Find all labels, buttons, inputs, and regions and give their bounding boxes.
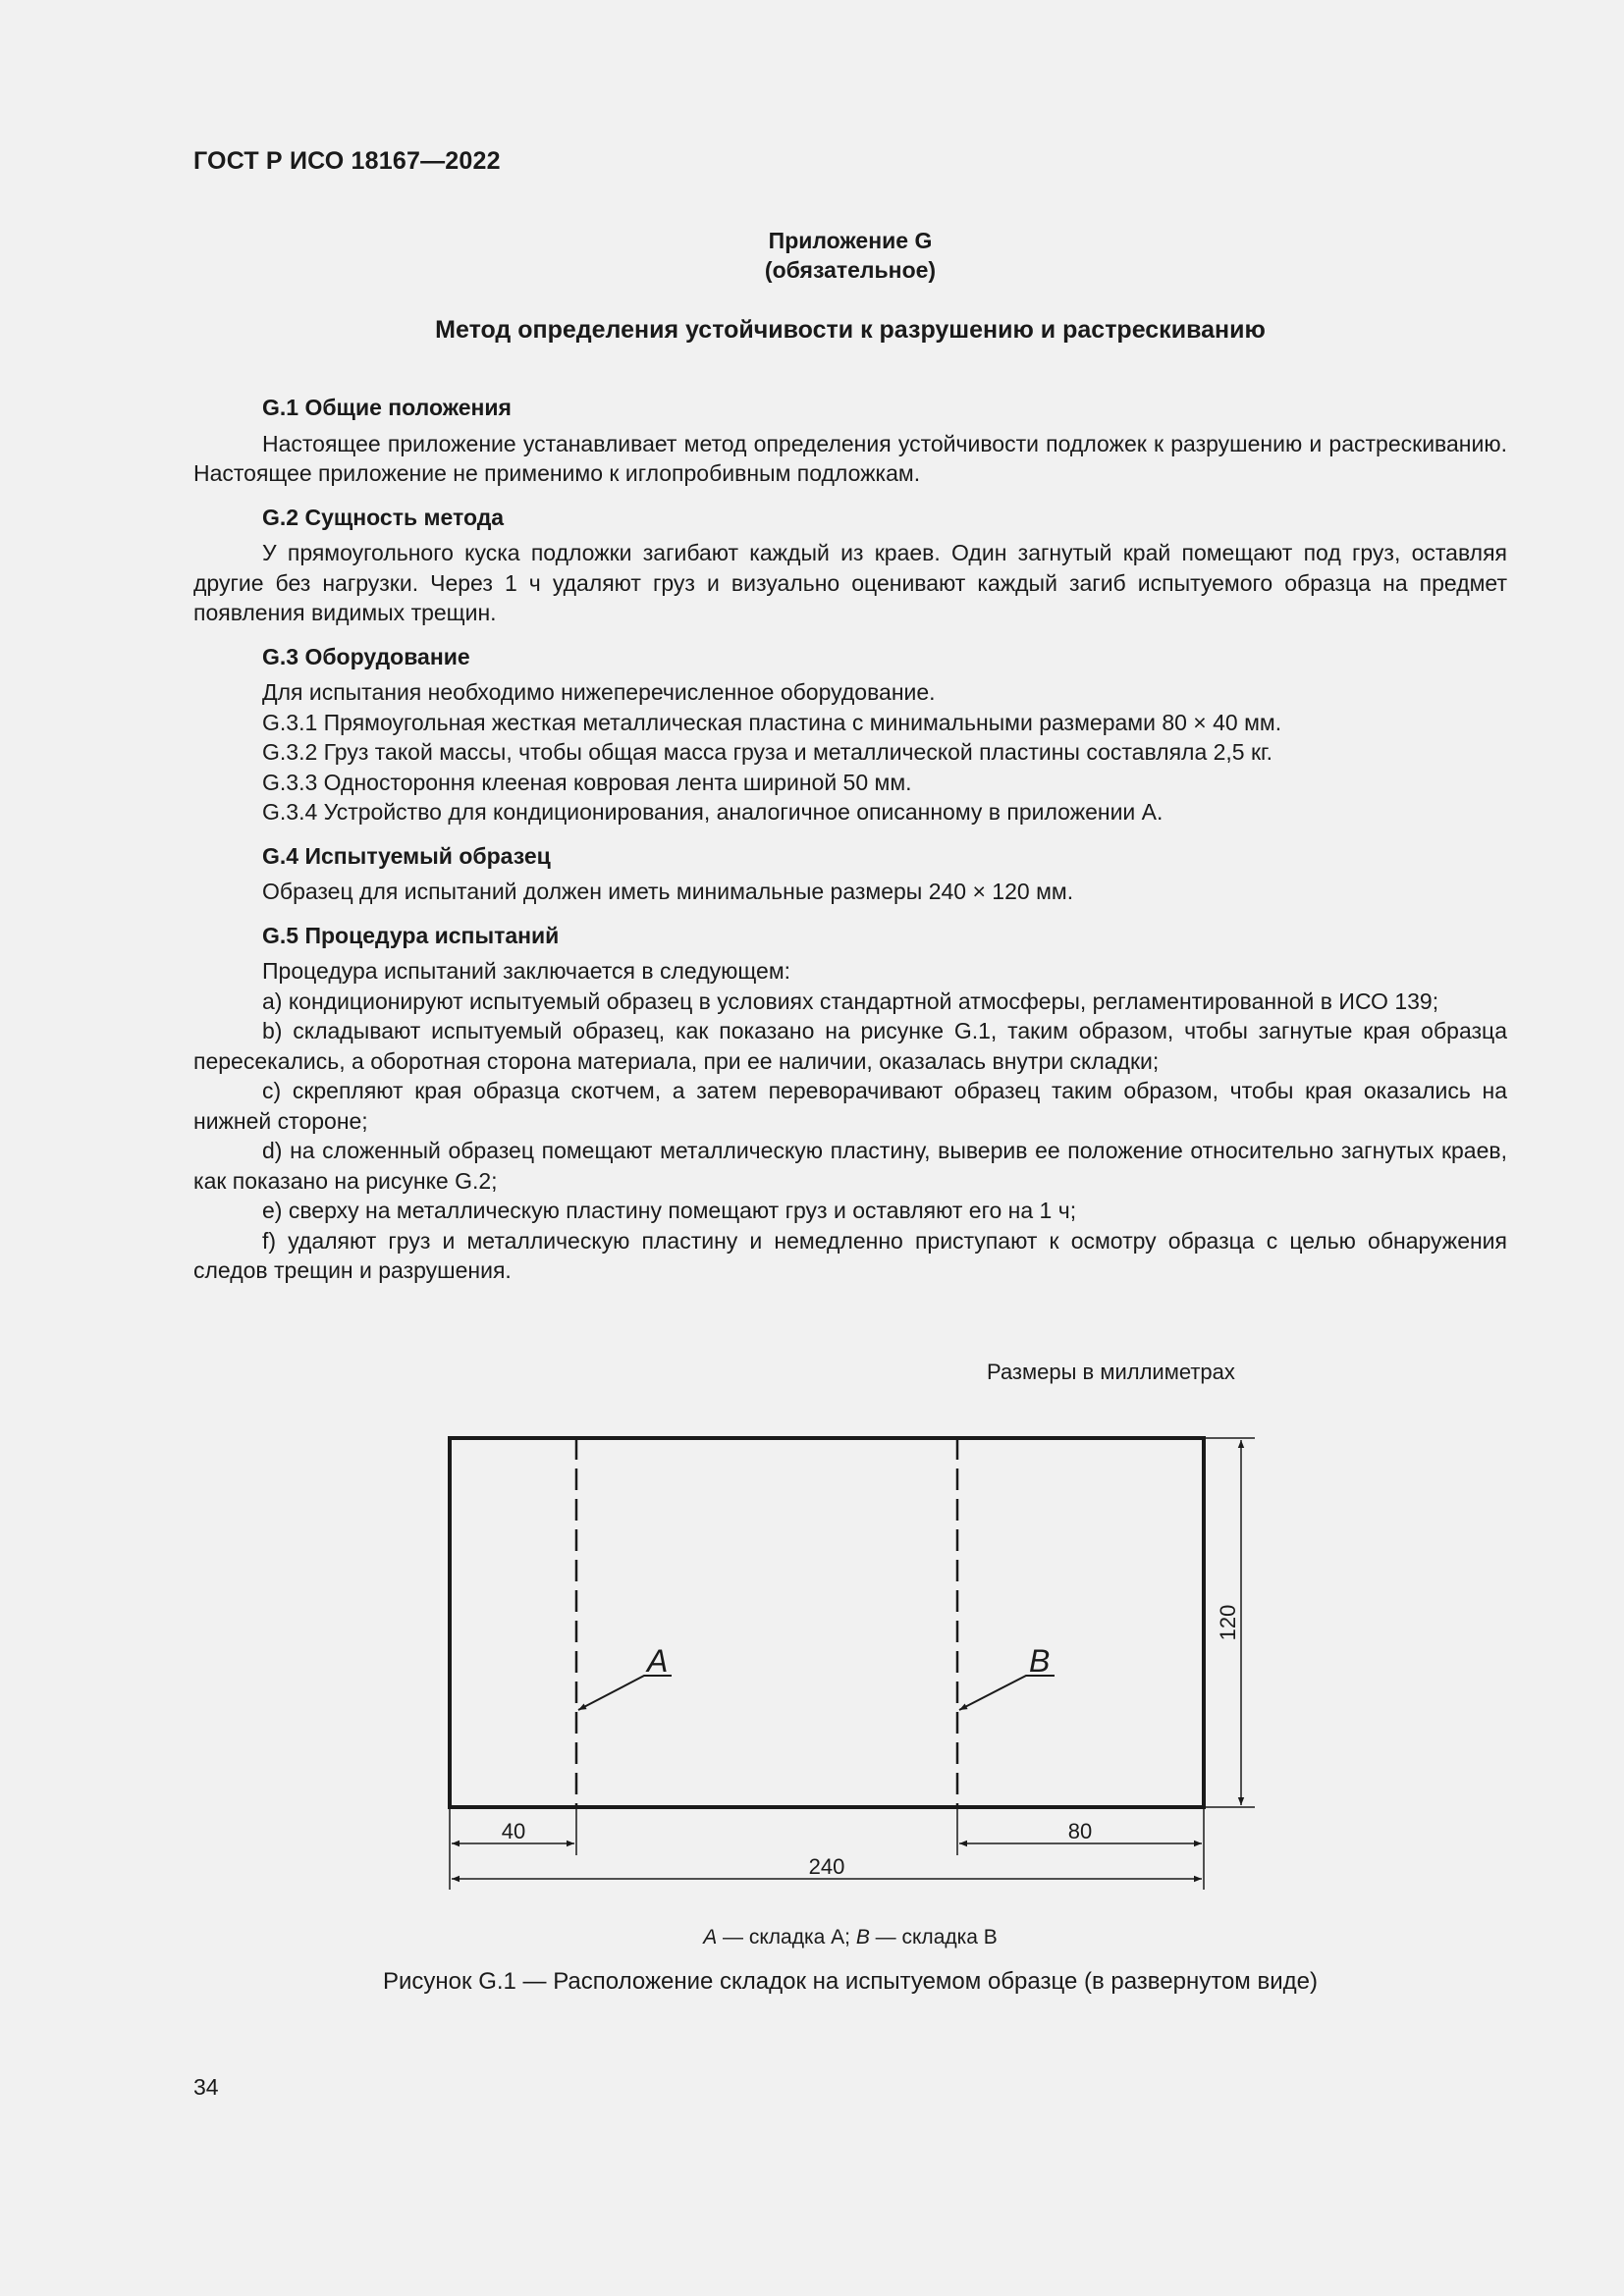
legend-key-a: A — [703, 1926, 718, 1949]
figure-caption: Рисунок G.1 — Расположение складок на испытуемом образце (в развернутом виде) — [383, 1968, 1318, 1995]
equipment-item: G.3.3 Одностороння клееная ковровая лента шириной 50 мм. — [262, 769, 912, 795]
leader-a — [578, 1676, 672, 1710]
equipment-item: G.3.4 Устройство для кондиционирования, аналогичное описанному в приложении А. — [262, 799, 1164, 825]
equipment-item: G.3.2 Груз такой массы, чтобы общая масса груза и металлической пластины составляла 2,5 кг. — [262, 739, 1273, 765]
section-text-g2: У прямоугольного куска подложки загибают каждый из краев. Один загнутый край помещают под груз, оставляя другие без нагрузки. Через 1 ч удаляют груз и визуально оценивают каждый загиб испытуемого образца на предмет появления видимых трещин. — [193, 540, 1507, 625]
dimensions-note: Размеры в миллиметрах — [987, 1360, 1235, 1384]
section-heading-g2: G.2 Сущность метода — [262, 504, 505, 530]
section-heading-g5: G.5 Процедура испытаний — [262, 922, 560, 948]
dimension-label-80: 80 — [1067, 1819, 1093, 1843]
document-code: ГОСТ Р ИСО 18167—2022 — [193, 147, 501, 175]
dimension-label-40: 40 — [501, 1819, 526, 1843]
method-title: Метод определения устойчивости к разрушению и растрескиванию — [435, 316, 1266, 344]
figure-legend — [193, 1926, 1507, 1949]
section-heading-g1: G.1 Общие положения — [262, 395, 512, 420]
annex-title: Приложение G — [768, 228, 933, 253]
specimen-outline — [450, 1438, 1204, 1807]
annex-status: (обязательное) — [764, 257, 937, 283]
leader-b — [959, 1676, 1055, 1710]
equipment-item: G.3.1 Прямоугольная жесткая металлическая пластина с минимальными размерами 80 × 40 мм. — [262, 709, 1282, 735]
section-heading-g4: G.4 Испытуемый образец — [262, 842, 551, 869]
legend-key-b: B — [855, 1926, 870, 1949]
procedure-step: b) складывают испытуемый образец, как показано на рисунке G.1, таким образом, чтобы загнутые края образца пересекались, а оборотная сторона материала, при ее наличии, оказалась внутри складки; — [193, 1018, 1507, 1074]
fold-label-b: B — [1029, 1643, 1051, 1679]
dimension-label-240: 240 — [808, 1854, 845, 1879]
legend-text-a: — складка А; — [717, 1926, 856, 1949]
section-heading-g3: G.3 Оборудование — [262, 643, 470, 669]
section-text-g4: Образец для испытаний должен иметь минимальные размеры 240 × 120 мм. — [262, 879, 1074, 904]
fold-label-a: A — [647, 1643, 669, 1679]
page-number: 34 — [193, 2074, 219, 2100]
legend-text-b: — складка В — [869, 1926, 998, 1949]
procedure-step: d) на сложенный образец помещают металлическую пластину, выверив ее положение относительно загнутых краев, как показано на рисунке G.2; — [193, 1138, 1507, 1194]
section-intro-g3: Для испытания необходимо нижеперечисленное оборудование. — [262, 679, 936, 705]
section-intro-g5: Процедура испытаний заключается в следующем: — [262, 958, 791, 984]
procedure-step: a) кондиционируют испытуемый образец в условиях стандартной атмосферы, регламентированной в ИСО 139; — [262, 988, 1439, 1014]
procedure-step: e) сверху на металлическую пластину помещают груз и оставляют его на 1 ч; — [262, 1198, 1077, 1223]
procedure-step: f) удаляют груз и металлическую пластину и немедленно приступают к осмотру образца с целью обнаружения следов трещин и разрушения. — [193, 1227, 1507, 1283]
dimension-label-120: 120 — [1216, 1604, 1240, 1641]
procedure-step: c) скрепляют края образца скотчем, а затем переворачивают образец таким образом, чтобы края оказались на нижней стороне; — [193, 1078, 1507, 1134]
section-text-g1: Настоящее приложение устанавливает метод определения устойчивости подложек к разрушению и растрескиванию. Настоящее приложение не применимо к иглопробивным подложкам. — [193, 430, 1507, 486]
